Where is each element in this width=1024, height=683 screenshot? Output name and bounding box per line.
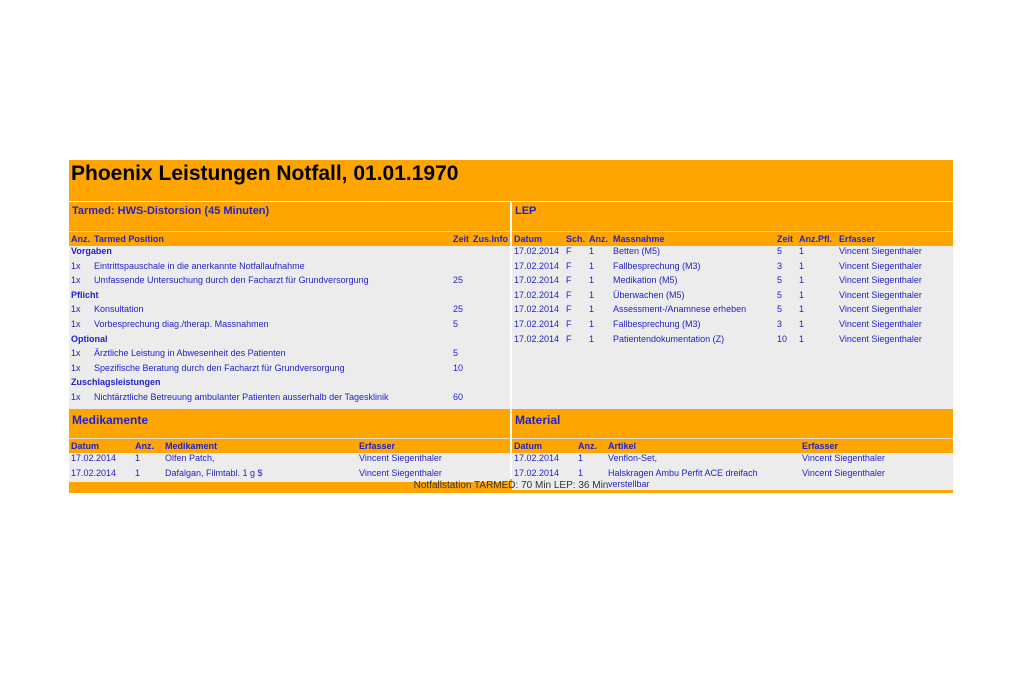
row-anzpfl: 1: [799, 318, 805, 329]
summary-footer: Notfallstation TARMED: 70 Min LEP: 36 Min: [69, 479, 953, 493]
row-position: Ärztliche Leistung in Abwesenheit des Patienten: [94, 348, 286, 359]
row-anz: 1: [589, 318, 595, 329]
row-datum: 17.02.2014: [514, 453, 560, 463]
row-sch: F: [566, 260, 572, 271]
row-position: Konsultation: [94, 304, 144, 315]
col-datum: Datum: [69, 439, 133, 454]
lep-rows: [512, 246, 953, 348]
row-sch: F: [566, 275, 572, 286]
row-datum: 17.02.2014: [514, 318, 560, 329]
row-anzpfl: 1: [799, 333, 805, 344]
row-position: Spezifische Beratung durch den Facharzt für Grundversorgung: [94, 362, 345, 373]
medikamente-table: [69, 438, 510, 482]
row-zus-info: [471, 304, 510, 319]
row-zeit: 5: [452, 348, 458, 359]
table-row: [69, 363, 510, 378]
row-artikel: Halskragen Ambu Perfit ACE dreifach verstellbar: [608, 467, 758, 489]
row-anzpfl: 1: [799, 275, 805, 286]
row-massnahme: Patientendokumentation (Z): [613, 333, 725, 344]
row-sch: F: [566, 304, 572, 315]
row-artikel: Venflon-Set,: [608, 453, 658, 463]
row-datum: 17.02.2014: [514, 260, 560, 271]
col-anz: Anz.: [587, 232, 611, 247]
group-row: [69, 290, 510, 305]
row-anz: 1: [589, 260, 595, 271]
row-anz: 1x: [71, 318, 81, 329]
row-anz: 1x: [71, 260, 81, 271]
row-medikament: Olfen Patch,: [165, 453, 215, 463]
row-erfasser: Vincent Siegenthaler: [839, 289, 922, 300]
row-sch: F: [566, 318, 572, 329]
row-erfasser: Vincent Siegenthaler: [839, 318, 922, 329]
medikamente-rows: [69, 453, 510, 482]
lep-table: [512, 231, 953, 348]
row-zus-info: [471, 392, 510, 407]
col-anz-pfl: Anz.Pfl.: [797, 232, 837, 247]
row-zeit: 60: [452, 391, 463, 402]
row-anz: 1x: [71, 348, 81, 359]
group-label: Vorgaben: [71, 246, 112, 256]
row-massnahme: Überwachen (M5): [613, 289, 685, 300]
group-label: Zuschlagsleistungen: [71, 377, 161, 388]
row-anz: 1: [135, 467, 141, 478]
col-erfasser: Erfasser: [357, 439, 510, 454]
row-anzpfl: 1: [799, 289, 805, 300]
lep-body: [512, 231, 953, 409]
row-anz: 1x: [71, 275, 81, 286]
row-erfasser: Vincent Siegenthaler: [839, 333, 922, 344]
col-anz: Anz.: [133, 439, 163, 454]
report-container: [69, 160, 953, 493]
table-row: [69, 453, 510, 468]
tarmed-table: [69, 231, 510, 407]
row-erfasser: Vincent Siegenthaler: [839, 260, 922, 271]
table-row: [512, 261, 953, 276]
table-row: [512, 304, 953, 319]
col-anz: Anz.: [576, 439, 606, 454]
row-zeit: 5: [777, 289, 783, 300]
row-zeit: 25: [452, 304, 463, 315]
row-anz: 1: [589, 246, 595, 256]
row-position: Nichtärztliche Betreuung ambulanter Patienten ausserhalb der Tagesklinik: [94, 391, 389, 402]
table-row: [69, 275, 510, 290]
col-artikel: Artikel: [606, 439, 800, 454]
row-position: Eintrittspauschale in die anerkannte Notfallaufnahme: [94, 260, 305, 271]
col-datum: Datum: [512, 439, 576, 454]
row-anz: 1: [589, 333, 595, 344]
row-anz: 1: [589, 275, 595, 286]
row-anzpfl: 1: [799, 260, 805, 271]
row-massnahme: Fallbesprechung (M3): [613, 318, 701, 329]
row-anz: 1: [589, 289, 595, 300]
row-massnahme: Fallbesprechung (M3): [613, 260, 701, 271]
row-zeit: [451, 261, 471, 276]
row-erfasser: Vincent Siegenthaler: [839, 304, 922, 315]
row-position: Umfassende Untersuchung durch den Facharzt für Grundversorgung: [94, 275, 369, 286]
col-position: Tarmed Position: [92, 232, 451, 247]
page-title: Phoenix Leistungen Notfall, 01.01.1970: [69, 160, 953, 201]
row-zeit: 10: [777, 333, 788, 344]
row-datum: 17.02.2014: [71, 467, 117, 478]
row-anz: 1x: [71, 304, 81, 315]
row-zeit: 25: [452, 275, 463, 286]
material-section: [512, 409, 953, 489]
col-zeit: Zeit: [775, 232, 797, 247]
row-anz: 1x: [71, 391, 81, 402]
row-anz: 1: [135, 453, 141, 463]
row-zeit: 5: [452, 318, 458, 329]
medikamente-body: [69, 438, 510, 478]
col-medikament: Medikament: [163, 439, 357, 454]
table-row: [69, 319, 510, 334]
col-sch: Sch.: [564, 232, 587, 247]
row-position: Vorbesprechung diag./therap. Massnahmen: [94, 318, 269, 329]
group-label: Optional: [71, 333, 108, 344]
row-anz: 1: [578, 453, 584, 463]
tarmed-header: Tarmed: HWS-Distorsion (45 Minuten): [69, 202, 510, 231]
row-zeit: 10: [452, 362, 463, 373]
row-zus-info: [471, 319, 510, 334]
col-erfasser: Erfasser: [800, 439, 953, 454]
row-anz: 1x: [71, 362, 81, 373]
col-anz: Anz.: [69, 232, 92, 247]
row-massnahme: Betten (M5): [613, 246, 661, 256]
row-erfasser: Vincent Siegenthaler: [359, 467, 442, 478]
table-row: [69, 304, 510, 319]
table-row: [512, 246, 953, 261]
table-row: [69, 261, 510, 276]
row-erfasser: Vincent Siegenthaler: [359, 453, 442, 463]
row-datum: 17.02.2014: [514, 275, 560, 286]
row-anz: 1: [578, 467, 584, 478]
row-datum: 17.02.2014: [71, 453, 117, 463]
row-zus-info: [471, 348, 510, 363]
table-row: [512, 290, 953, 305]
row-sch: F: [566, 333, 572, 344]
col-massnahme: Massnahme: [611, 232, 775, 247]
row-datum: 17.02.2014: [514, 289, 560, 300]
row-erfasser: Vincent Siegenthaler: [839, 275, 922, 286]
row-zus-info: [471, 363, 510, 378]
table-row: [512, 275, 953, 290]
tarmed-rows: [69, 246, 510, 407]
row-zeit: 5: [777, 246, 783, 256]
table-row: [512, 334, 953, 349]
medikamente-section: [69, 409, 510, 478]
col-zeit: Zeit: [451, 232, 471, 247]
table-row: [69, 392, 510, 407]
tarmed-section: [69, 202, 510, 409]
row-anzpfl: 1: [799, 246, 805, 256]
row-zus-info: [471, 275, 510, 290]
row-erfasser: Vincent Siegenthaler: [802, 467, 885, 478]
lep-header: LEP: [512, 202, 953, 231]
medikamente-header: Medikamente: [69, 409, 510, 438]
row-massnahme: Assessment-/Anamnese erheben: [613, 304, 747, 315]
row-anz: 1: [589, 304, 595, 315]
group-row: [69, 377, 510, 392]
table-row: [69, 348, 510, 363]
row-sch: F: [566, 289, 572, 300]
top-sections: [69, 202, 953, 409]
tarmed-body: [69, 231, 510, 409]
table-row: [512, 453, 953, 468]
row-massnahme: Medikation (M5): [613, 275, 678, 286]
row-medikament: Dafalgan, Filmtabl. 1 g $: [165, 467, 263, 478]
group-row: [69, 246, 510, 261]
row-datum: 17.02.2014: [514, 246, 560, 256]
row-zeit: 3: [777, 260, 783, 271]
group-row: [69, 334, 510, 349]
group-label: Pflicht: [71, 289, 99, 300]
row-erfasser: Vincent Siegenthaler: [802, 453, 885, 463]
row-datum: 17.02.2014: [514, 467, 560, 478]
row-zeit: 3: [777, 318, 783, 329]
row-datum: 17.02.2014: [514, 304, 560, 315]
col-datum: Datum: [512, 232, 564, 247]
col-zus-info: Zus.Info: [471, 232, 510, 247]
row-zus-info: [471, 261, 510, 276]
row-zeit: 5: [777, 275, 783, 286]
table-row: [512, 319, 953, 334]
row-zeit: 5: [777, 304, 783, 315]
col-erfasser: Erfasser: [837, 232, 953, 247]
material-body: [512, 438, 953, 489]
row-sch: F: [566, 246, 572, 256]
row-erfasser: Vincent Siegenthaler: [839, 246, 922, 256]
row-anzpfl: 1: [799, 304, 805, 315]
material-header: Material: [512, 409, 953, 438]
lep-section: [512, 202, 953, 409]
row-datum: 17.02.2014: [514, 333, 560, 344]
